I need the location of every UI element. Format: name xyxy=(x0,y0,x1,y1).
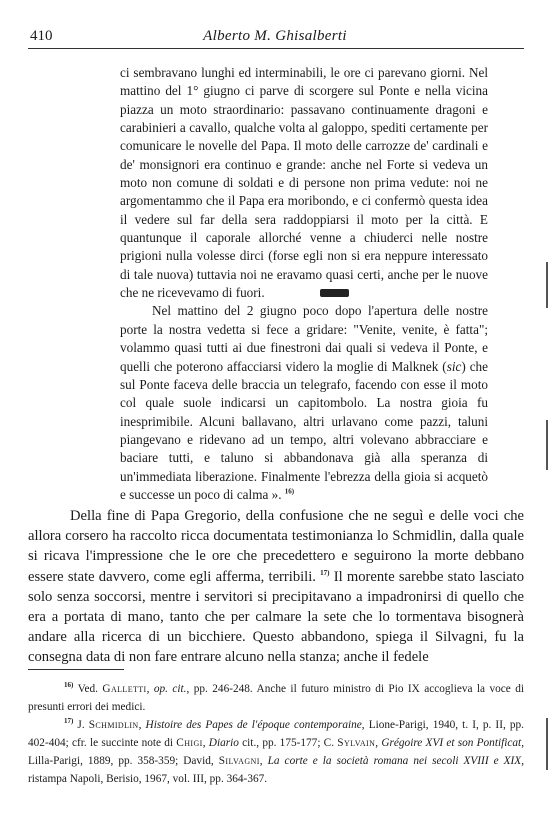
body-text xyxy=(28,506,524,668)
footnote-16-mark: 16) xyxy=(64,681,74,690)
footnote-17-author-4: Silvagni xyxy=(218,754,260,767)
body-text-a: Della fine di Papa Gregorio, della confusione che ne seguì e delle voci che allora corsero ha raccolto ricca documentata testimonianza lo Schmidlin, dalla quale si ricava l'impressione che le ore che precedettero e seguirono la morte debbano essere state davvero, come egli afferma, terribili. xyxy=(28,508,524,585)
running-title: Alberto M. Ghisalberti xyxy=(203,28,347,44)
footnote-17-text-b: , Lione-Parigi, 1940, t. I, p. II, pp. 402-404; cfr. le succinte note di xyxy=(28,718,524,749)
quote-paragraph-2-text-a: Nel mattino del 2 giugno poco dopo l'apertura delle nostre porte la nostra vedetta si fece a gridare: "Venite, venite, è fatta"; volammo quasi tutti ai due finestroni dai quali si vedeva il Ponte, e quelli che poterono affacciarsi videro la moglie di Malknek ( xyxy=(120,303,488,374)
footnote-17-text-e: , ristampa Napoli, Berisio, 1967, vol. III, pp. 364-367. xyxy=(28,754,525,785)
footnote-16: $^{16)}$ Ved. Galletti, op. cit., pp. 246-248. Anche il futuro ministro di Pio IX accoglieva la voce di presunti errori dei medici. xyxy=(28,681,525,713)
footnote-ref-17[interactable]: 17) xyxy=(320,568,330,577)
footnote-16-op-cit: op. cit. xyxy=(153,683,187,695)
ink-smudge xyxy=(320,289,349,297)
header-rule xyxy=(28,48,524,49)
body-text-b: Il morente sarebbe stato lasciato solo senza soccorsi, mentre i servitori si precipitavano a impadronirsi di quello che era a portata di mano, tanto che per calmare la sete che lo tormentava bisognerà andare alla ricerca di un bicchiere. Questo abbandono, spiega il Silvagni, fu la consegna data di non fare entrare alcuno nella stanza; anche il fedele xyxy=(28,568,524,666)
footnote-17-title-1: Histoire des Papes de l'époque contemporaine xyxy=(145,718,362,731)
footnotes xyxy=(28,681,524,788)
footnote-16-text-a: Ved. xyxy=(77,683,98,695)
footnote-17-author-3: Sylvain xyxy=(337,736,376,749)
block-quote xyxy=(120,64,488,504)
footnote-17-text-a: J. xyxy=(77,718,85,731)
footnote-17: $^{17)}$ J. Schmidlin, Histoire des Papes de l'époque contemporaine, Lione-Parigi, 1940, t. I, p. II, pp. 402-404; cfr. le succinte note di Chigi, Diario cit., pp. 175-177; C. Sylvain, Grégoire XVI et son Pontificat, Lilla-Parigi, 1889, pp. 358-359; David, Silvagni, La corte e la società romana nei secoli XVIII e XIX, ristampa Napoli, Berisio, 1967, vol. III, pp. 364-367. xyxy=(28,717,525,785)
footnote-16-text-b: , pp. 246-248. Anche il futuro ministro di Pio IX accoglieva la voce di presunti errori dei medici. xyxy=(28,683,525,713)
quote-paragraph-2-text-b: ) che sul Ponte faceva delle braccia un telegrafo, facendo con esse il moto col quale suole indicarsi un capitombolo. La nostra gioia fu inesprimibile. Alcuni ballavano, altri urlavano come pazzi, taluni piangevano e ridevano ad un tempo, altri volevano abbracciare e baciare tutti, e taluno si abbandonava già alla speranza di un'immediata liberazione. Finalmente l'ebrezza della gioia si acquetò e successe un poco di calma ». xyxy=(120,358,488,502)
scan-edge-mark xyxy=(546,718,548,770)
footnote-17-title-3: Grégoire XVI et son Pontificat xyxy=(381,736,522,749)
footnote-rule xyxy=(28,669,124,670)
footnote-17-title-2: Diario xyxy=(208,736,239,749)
quote-paragraph-1: ci sembravano lunghi ed interminabili, le ore ci parevano giorni. Nel mattino del 1° giugno ci parve di scorgere sul Ponte e nella vicina piazza un moto straordinario: passavano continuamente dragoni e carabinieri a cavallo, qualche volta al galoppo, spediti certamente per comunicare le novelle del Papa. Il moto delle carrozze de' cardinali e de' monsignori era continuo e grande: anche nel Forte si vedeva un moto non comune di soldati e di persone non prima vedute: noi ne argomentammo che il Papa era moribondo, e ci confermò questa idea il vedere sul far della sera raddoppiarsi il moto per la città. E quantunque il caporale allorché venne a chiuderci nelle nostre prigioni nulla volesse dirci (forse egli non si era neppure interessato di tale nuova) tuttavia noi ne eravamo quasi certi, anche per le nuove che ne ricevevamo di fuori. xyxy=(120,65,488,301)
footnote-16-author: Galletti xyxy=(102,683,147,695)
footnote-17-text-d: , Lilla-Parigi, 1889, pp. 358-359; David, xyxy=(28,736,525,767)
scan-edge-mark xyxy=(546,262,548,308)
body-paragraph xyxy=(28,506,524,668)
footnote-17-author-2: Chigi xyxy=(176,736,203,749)
footnote-17-text-c: cit., pp. 175-177; C. xyxy=(242,736,335,749)
page-number: 410 xyxy=(30,28,53,44)
footnote-17-title-4: La corte e la società romana nei secoli XVIII e XIX xyxy=(267,754,522,767)
footnote-ref-16[interactable]: 16) xyxy=(284,487,295,496)
footnote-17-author-1: Schmidlin xyxy=(88,718,139,731)
footnote-17-mark: 17) xyxy=(64,717,74,726)
sic-mark: sic xyxy=(446,358,462,374)
quote-paragraph-2 xyxy=(120,302,488,504)
scan-edge-mark xyxy=(546,420,548,470)
